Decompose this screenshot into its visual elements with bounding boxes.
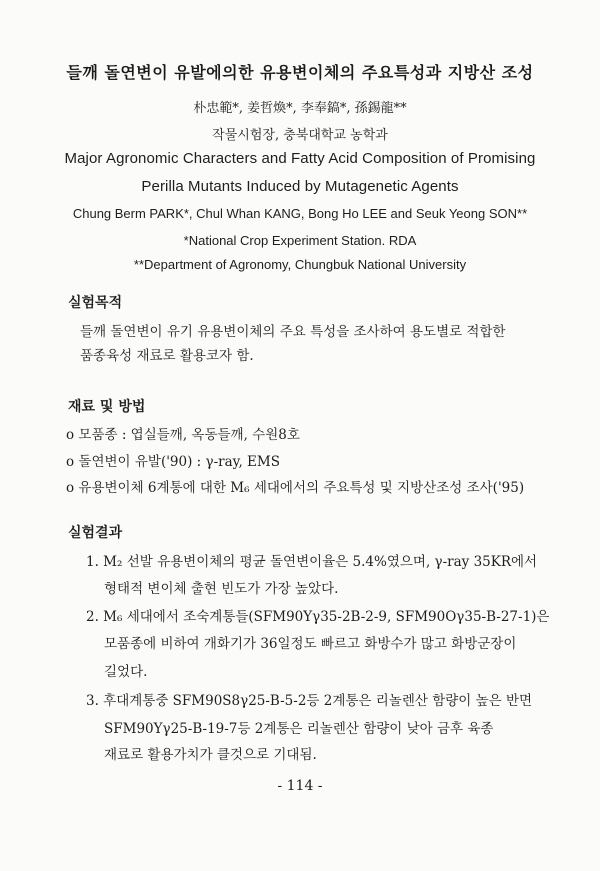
- objective-line-1: 들깨 돌연변이 유기 유용변이체의 주요 특성을 조사하여 용도별로 적합한: [80, 324, 506, 340]
- result-3-line-1: 3. 후대계통중 SFM90S8γ25-B-5-2등 2계통은 리놀렌산 함량이 높은 반면: [86, 693, 533, 709]
- affiliation-english-1: *National Crop Experiment Station. RDA: [183, 233, 417, 248]
- result-3-line-3: 재료로 활용가치가 클것으로 기대됨.: [104, 747, 317, 763]
- authors-english: Chung Berm PARK*, Chul Whan KANG, Bong Ho LEE and Seuk Yeong SON**: [72, 206, 528, 221]
- heading-results: 실험결과: [68, 525, 123, 541]
- heading-objective: 실험목적: [68, 295, 123, 311]
- materials-item-1: o 모품종 : 엽실들깨, 옥동들깨, 수원8호: [66, 427, 300, 443]
- materials-item-2: o 돌연변이 유발('90) : γ-ray, EMS: [66, 454, 280, 470]
- result-2-line-2: 모품종에 비하여 개화기가 36일정도 빠르고 화방수가 많고 화방군장이: [104, 636, 517, 652]
- title-english-line-2: Perilla Mutants Induced by Mutagenetic Agents: [141, 178, 459, 195]
- result-1-line-1: 1. M₂ 선발 유용변이체의 평균 돌연변이율은 5.4%였으며, γ-ray 35KR에서: [86, 554, 538, 570]
- result-2-line-3: 길었다.: [104, 664, 148, 680]
- page-number: - 114 -: [277, 778, 323, 794]
- heading-materials: 재료 및 방법: [68, 399, 146, 415]
- title-english-line-1: Major Agronomic Characters and Fatty Acid Composition of Promising: [64, 150, 536, 167]
- objective-line-2: 품종육성 재료로 활용코자 함.: [80, 348, 254, 364]
- affiliation-english-2: **Department of Agronomy, Chungbuk National University: [133, 257, 467, 272]
- title-korean: 들깨 돌연변이 유발에의한 유용변이체의 주요특성과 지방산 조성: [66, 63, 534, 82]
- materials-item-3: o 유용변이체 6계통에 대한 M₆ 세대에서의 주요특성 및 지방산조성 조사('95): [66, 480, 525, 496]
- authors-korean: 朴忠範*, 姜哲煥*, 李奉鎬*, 孫錫龍**: [193, 101, 407, 116]
- affiliation-korean: 작물시험장, 충북대학교 농학과: [212, 128, 388, 143]
- result-2-line-1: 2. M₆ 세대에서 조숙계통들(SFM90Yγ35-2B-2-9, SFM90Oγ35-B-27-1)은: [86, 609, 550, 625]
- result-1-line-2: 형태적 변이체 출현 빈도가 가장 높았다.: [104, 581, 339, 597]
- result-3-line-2: SFM90Yγ25-B-19-7등 2계통은 리놀렌산 함량이 낮아 금후 육종: [104, 721, 494, 737]
